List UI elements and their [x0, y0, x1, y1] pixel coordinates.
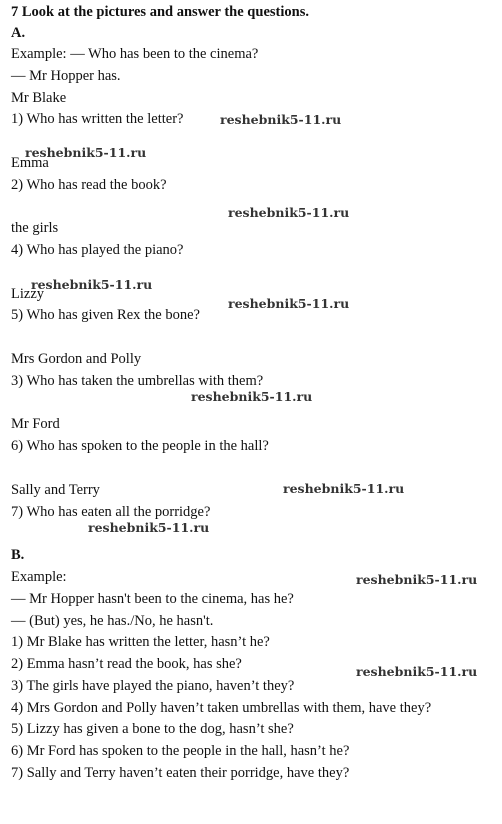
item-name: Emma	[11, 155, 49, 171]
item-name: Mr Ford	[11, 416, 60, 432]
watermark: reshebnik5-11.ru	[283, 481, 405, 496]
item-name: Mr Blake	[11, 90, 67, 106]
answer-line: 5) Lizzy has given a bone to the dog, hasn’t she?	[11, 721, 294, 737]
answer-line: 7) Sally and Terry haven’t eaten their porridge, have they?	[11, 765, 350, 781]
section-b-example-label: Example:	[11, 569, 67, 585]
section-a-label: A.	[11, 25, 26, 41]
answer-line: 4) Mrs Gordon and Polly haven’t taken umbrellas with them, have they?	[11, 700, 432, 716]
section-b-example-line: — Mr Hopper hasn't been to the cinema, has he?	[11, 591, 294, 607]
answer-line: 2) Emma hasn’t read the book, has she?	[11, 656, 242, 672]
watermark: reshebnik5-11.ru	[356, 664, 478, 679]
watermark: reshebnik5-11.ru	[88, 520, 210, 535]
answer-line: 1) Mr Blake has written the letter, hasn’t he?	[11, 634, 270, 650]
item-name: Mrs Gordon and Polly	[11, 351, 142, 367]
watermark: reshebnik5-11.ru	[31, 277, 153, 292]
item-question: 2) Who has read the book?	[11, 177, 167, 193]
item-question: 6) Who has spoken to the people in the hall?	[11, 438, 269, 454]
watermark: reshebnik5-11.ru	[25, 145, 147, 160]
section-b-example-line: — (But) yes, he has./No, he hasn't.	[11, 613, 214, 629]
item-question: 4) Who has played the piano?	[11, 242, 184, 258]
item-name: the girls	[11, 220, 59, 236]
section-a-example-answer: — Mr Hopper has.	[11, 68, 121, 84]
item-name: Lizzy	[11, 286, 45, 302]
item-question: 7) Who has eaten all the porridge?	[11, 504, 211, 520]
watermark: reshebnik5-11.ru	[191, 389, 313, 404]
section-b-label: B.	[11, 547, 25, 563]
watermark: reshebnik5-11.ru	[220, 112, 342, 127]
watermark: reshebnik5-11.ru	[228, 205, 350, 220]
watermark: reshebnik5-11.ru	[228, 296, 350, 311]
section-a-example: Example: — Who has been to the cinema?	[11, 46, 259, 62]
watermark: reshebnik5-11.ru	[356, 572, 478, 587]
item-question: 3) Who has taken the umbrellas with them?	[11, 373, 264, 389]
item-name: Sally and Terry	[11, 482, 100, 498]
exercise-heading: 7 Look at the pictures and answer the questions.	[11, 4, 309, 20]
answer-line: 6) Mr Ford has spoken to the people in the hall, hasn’t he?	[11, 743, 350, 759]
answer-line: 3) The girls have played the piano, haven’t they?	[11, 678, 295, 694]
item-question: 1) Who has written the letter?	[11, 111, 184, 127]
item-question: 5) Who has given Rex the bone?	[11, 307, 200, 323]
